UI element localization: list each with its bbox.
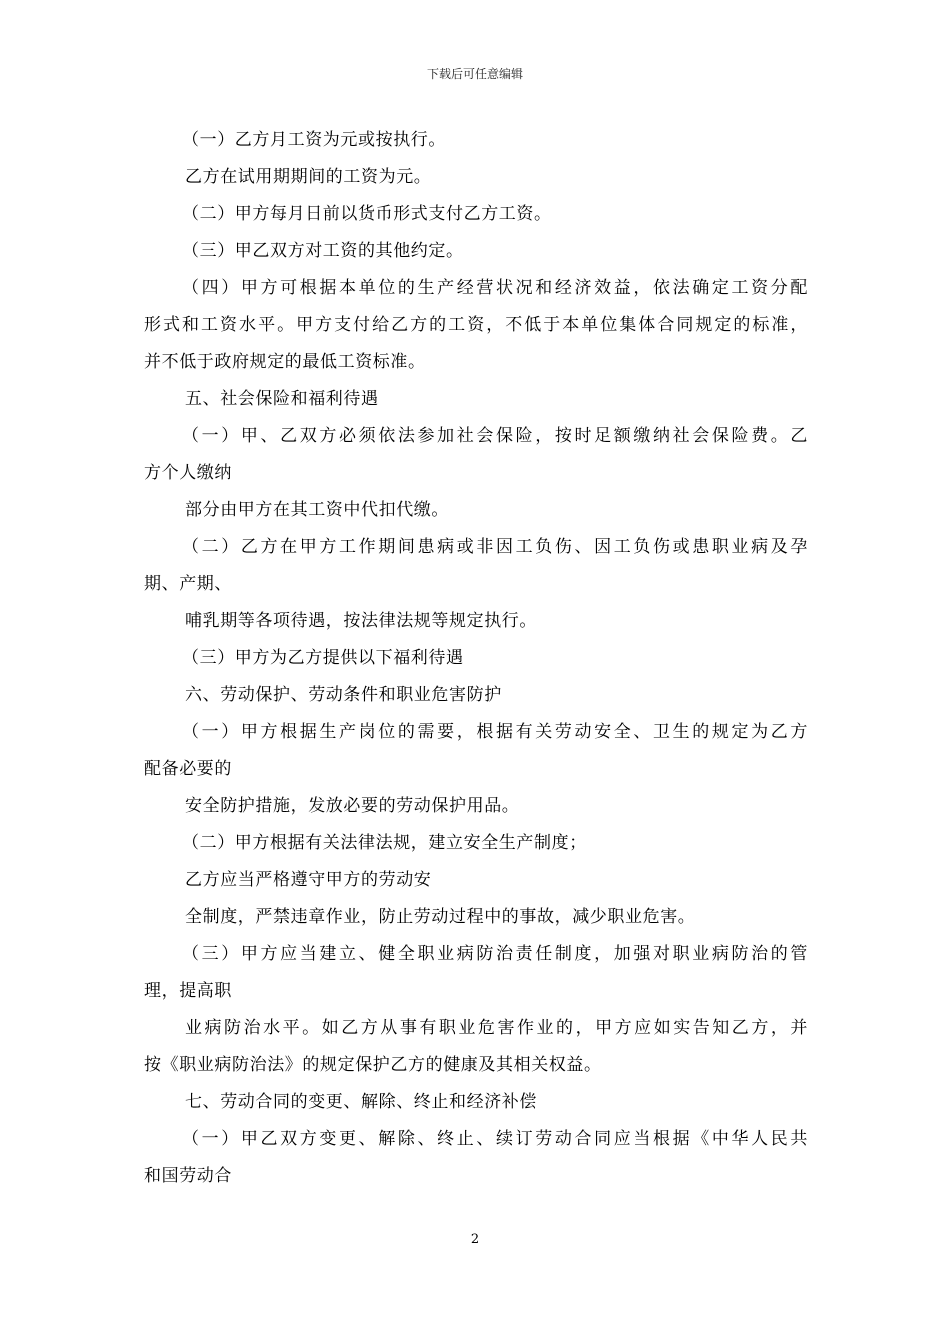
paragraph-line: 部分由甲方在其工资中代扣代缴。 xyxy=(185,500,449,520)
paragraph-line: 方个人缴纳 xyxy=(144,463,232,483)
paragraph-line: （一）甲、乙双方必须依法参加社会保险，按时足额缴纳社会保险费。乙 xyxy=(182,426,808,446)
paragraph-line: （一）甲乙双方变更、解除、终止、续订劳动合同应当根据《中华人民共 xyxy=(182,1129,808,1149)
paragraph-line: 乙方应当严格遵守甲方的劳动安 xyxy=(185,870,432,890)
paragraph-line: 乙方在试用期期间的工资为元。 xyxy=(185,167,432,187)
paragraph-line: （一）乙方月工资为元或按执行。 xyxy=(182,130,446,150)
paragraph-line: （二）甲方根据有关法律法规，建立安全生产制度； xyxy=(182,833,587,853)
paragraph-line: 按《职业病防治法》的规定保护乙方的健康及其相关权益。 xyxy=(144,1055,602,1075)
paragraph-line: 形式和工资水平。甲方支付给乙方的工资，不低于本单位集体合同规定的标准， xyxy=(144,315,808,335)
paragraph-line: （三）甲乙双方对工资的其他约定。 xyxy=(182,241,464,261)
section-heading: 五、社会保险和福利待遇 xyxy=(185,389,379,409)
paragraph-line: （三）甲方应当建立、健全职业病防治责任制度，加强对职业病防治的管 xyxy=(182,944,808,964)
paragraph-line: （二）甲方每月日前以货币形式支付乙方工资。 xyxy=(182,204,552,224)
paragraph-line: （三）甲方为乙方提供以下福利待遇 xyxy=(182,648,464,668)
paragraph-line: 业病防治水平。如乙方从事有职业危害作业的，甲方应如实告知乙方，并 xyxy=(185,1018,808,1038)
paragraph-line: 全制度，严禁违章作业，防止劳动过程中的事故，减少职业危害。 xyxy=(185,907,696,927)
document-body xyxy=(144,122,808,1195)
paragraph-line: （二）乙方在甲方工作期间患病或非因工负伤、因工负伤或患职业病及孕 xyxy=(182,537,808,557)
paragraph-line: 期、产期、 xyxy=(144,574,232,594)
section-heading: 六、劳动保护、劳动条件和职业危害防护 xyxy=(185,685,502,705)
page-number: 2 xyxy=(470,1232,480,1247)
paragraph-line: 哺乳期等各项待遇，按法律法规等规定执行。 xyxy=(185,611,537,631)
paragraph-line: （一）甲方根据生产岗位的需要，根据有关劳动安全、卫生的规定为乙方 xyxy=(182,722,808,742)
paragraph-line: 配备必要的 xyxy=(144,759,232,779)
paragraph-line: （四）甲方可根据本单位的生产经营状况和经济效益，依法确定工资分配 xyxy=(182,278,808,298)
paragraph-line: 理，提高职 xyxy=(144,981,232,1001)
paragraph-line: 并不低于政府规定的最低工资标准。 xyxy=(144,352,426,372)
paragraph-line: 和国劳动合 xyxy=(144,1166,232,1186)
section-heading: 七、劳动合同的变更、解除、终止和经济补偿 xyxy=(185,1092,537,1112)
paragraph-line: 安全防护措施，发放必要的劳动保护用品。 xyxy=(185,796,520,816)
page-header: 下载后可任意编辑 xyxy=(426,67,523,81)
